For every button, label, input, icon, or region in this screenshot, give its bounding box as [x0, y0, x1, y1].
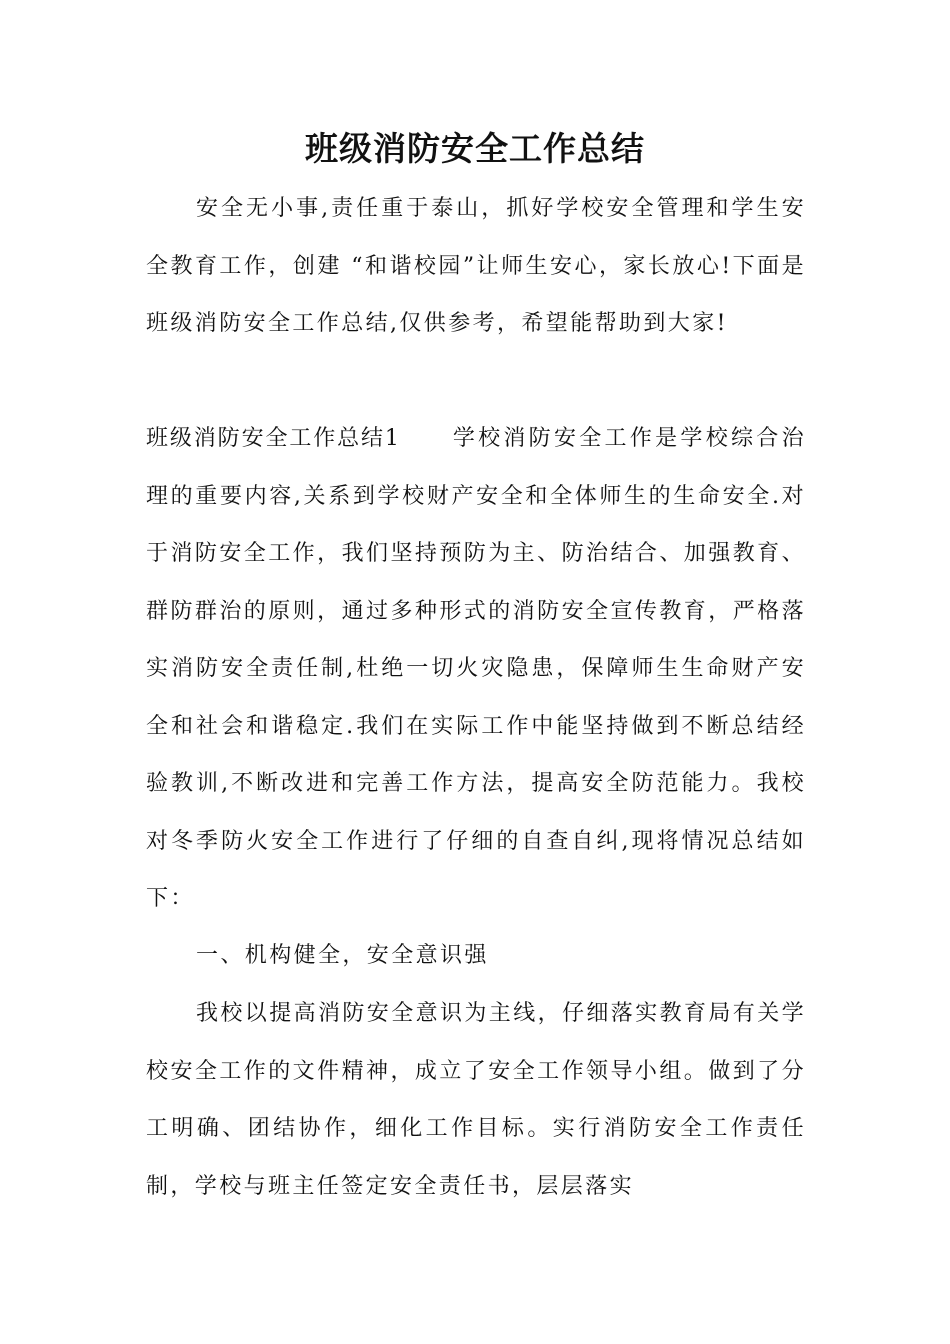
document-title: 班级消防安全工作总结 [305, 129, 645, 168]
section-text: 学校消防安全工作是学校综合治理的重要内容,关系到学校财产安全和全体师生的生命安全.对于消防安全工作，我们坚持预防为主、防治结合、加强教育、群防群治的原则，通过多种形式的消防安全宣传教育，严格落实消防安全责任制,杜绝一切火灾隐患，保障师生生命财产安全和社会和谐稳定.我们在实际工作中能坚持做到不断总结经验教训,不断改进和完善工作方法，提高安全防范能力。我校对冬季防火安全工作进行了仔细的自查自纠,现将情况总结如下： [146, 426, 807, 911]
intro-paragraph: 安全无小事,责任重于泰山，抓好学校安全管理和学生安全教育工作，创建 “和谐校园”让师生安心，家长放心!下面是班级消防安全工作总结,仅供参考，希望能帮助到大家! [146, 196, 806, 336]
section-heading-1: 一、机构健全，安全意识强 [196, 943, 489, 968]
section-label: 班级消防安全工作总结1 [146, 426, 400, 451]
body-paragraph-1: 我校以提高消防安全意识为主线，仔细落实教育局有关学校安全工作的文件精神，成立了安全工作领导小组。做到了分工明确、团结协作，细化工作目标。实行消防安全工作责任制，学校与班主任签定安全责任书，层层落实 [146, 1001, 807, 1199]
section-paragraph [146, 410, 806, 928]
